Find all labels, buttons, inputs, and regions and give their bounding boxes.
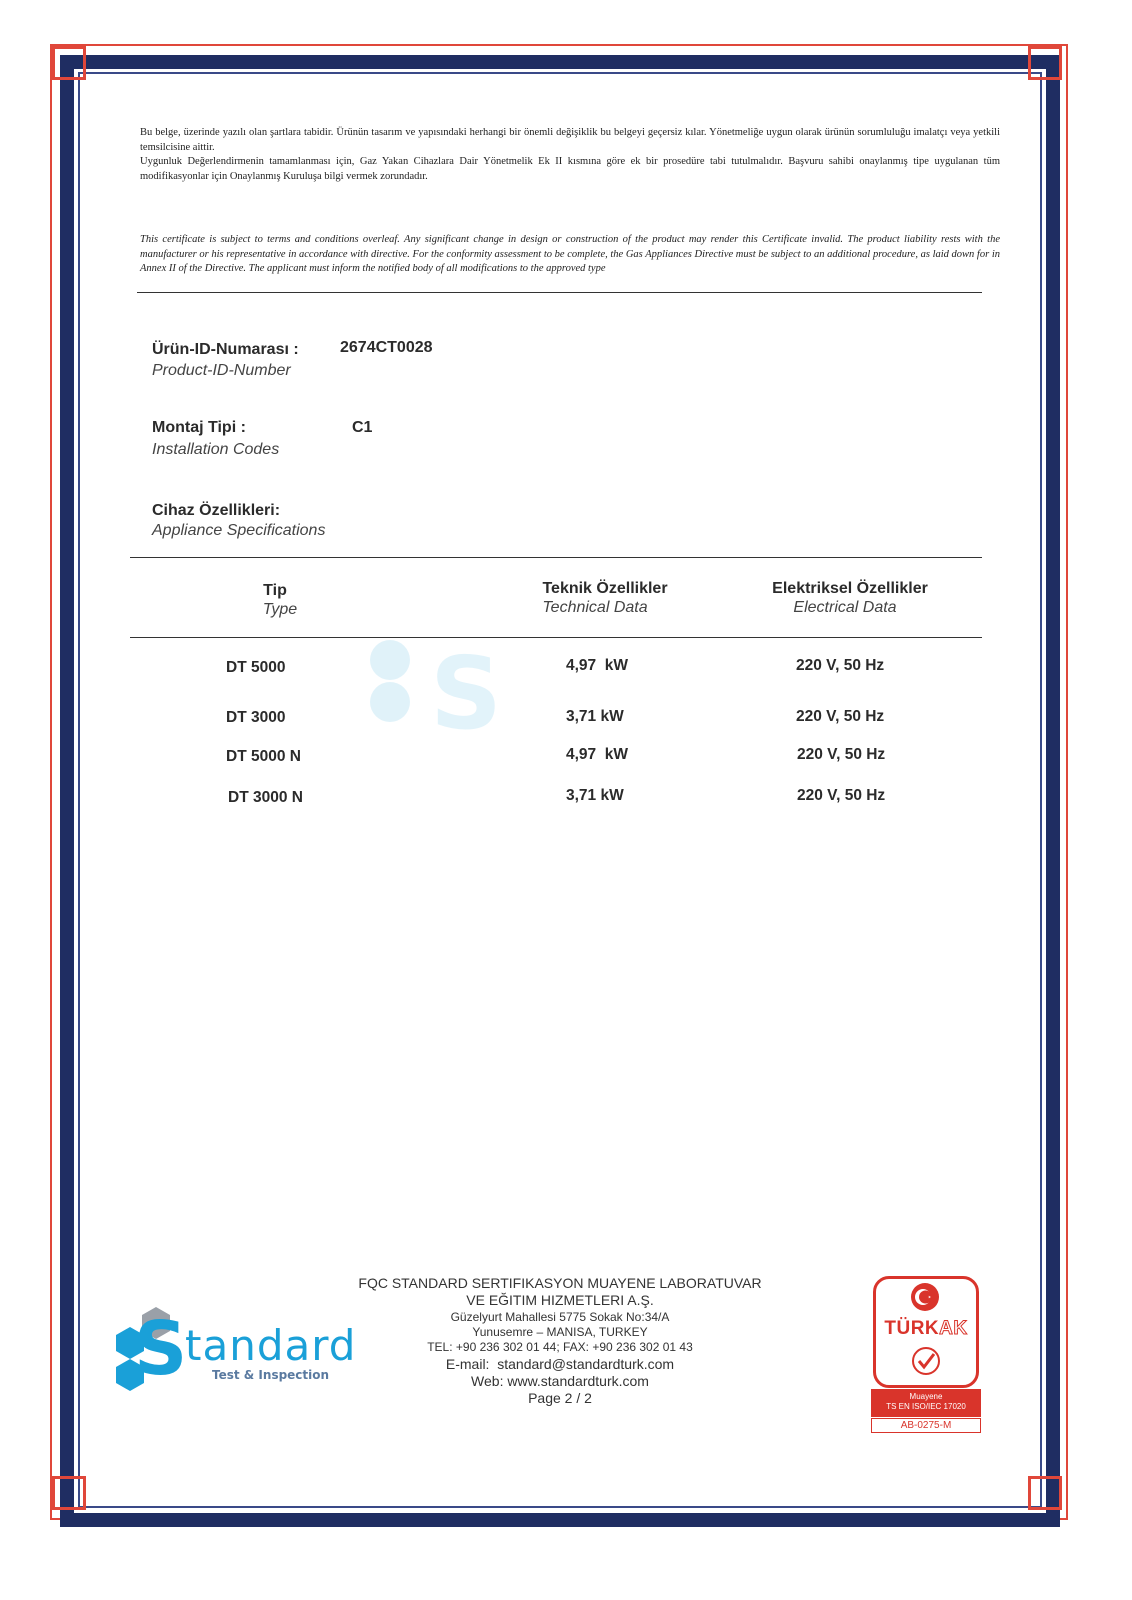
row-1-type: DT 5000 bbox=[226, 659, 286, 676]
appliance-label: Cihaz Özellikleri: bbox=[152, 502, 281, 519]
corner-ornament-br bbox=[1028, 1476, 1062, 1510]
row-2-type: DT 3000 bbox=[226, 709, 286, 726]
row-3-type: DT 5000 N bbox=[226, 748, 301, 765]
turkak-line-1: Muayene bbox=[909, 1392, 943, 1401]
turkak-crescent-icon bbox=[910, 1282, 940, 1312]
turkak-accreditation-box bbox=[871, 1389, 981, 1417]
corner-ornament-tl bbox=[52, 46, 86, 80]
turkak-name-2: AK bbox=[939, 1318, 968, 1339]
product-id-label: Ürün-ID-Numarası : bbox=[152, 341, 299, 358]
notice-divider bbox=[137, 292, 982, 293]
col-header-type-en: Type bbox=[262, 601, 298, 618]
turkak-name bbox=[876, 1318, 976, 1340]
footer-address-1: Güzelyurt Mahallesi 5775 Sokak No:34/A bbox=[450, 1310, 670, 1324]
notice-english: This certificate is subject to terms and conditions overleaf. Any significant change in design or construction of the product may render this Certificate invalid. The product liability rests with the manufacturer or his representative in accordance with directive. For the conformity assessment to be complete, the Gas Appliances Directive must be subject to an additional procedure, as laid down for in Annex II of the Directive. The applicant must inform the notified body of all modifications to the approved type bbox=[140, 234, 1000, 274]
product-id-value: 2674CT0028 bbox=[340, 339, 433, 356]
row-2-technical: 3,71 kW bbox=[566, 708, 624, 725]
installation-value: C1 bbox=[352, 419, 373, 436]
row-2-electrical: 220 V, 50 Hz bbox=[796, 708, 885, 725]
product-id-label-en: Product-ID-Number bbox=[152, 362, 291, 379]
svg-text:S: S bbox=[430, 635, 503, 740]
row-1-technical: 4,97 kW bbox=[566, 657, 629, 674]
notice-turkish-1: Bu belge, üzerinde yazılı olan şartlara tabidir. Ürünün tasarım ve yapısındaki herhangi bir önemli değişiklik bu belgeyi geçersiz kılar. Yönetmeliğe uygun olarak ürünün sorumluluğu imalatçı veya yetkili temsilcisine aittir. bbox=[140, 127, 1000, 153]
notice-turkish-2: Uygunluk Değerlendirmenin tamamlanması için, Gaz Yakan Cihazlara Dair Yönetmelik Ek II kısmına göre ek bir prosedüre tabi tutulmalıdır. Başvuru sahibi onaylanmış tipe uygulanan tüm modifikasyonlar için Onaylanmış Kuruluşa bilgi vermek zorundadır. bbox=[140, 156, 1000, 182]
standard-logo-word: tandard bbox=[185, 1321, 357, 1370]
row-3-electrical: 220 V, 50 Hz bbox=[797, 746, 886, 763]
row-4-technical: 3,71 kW bbox=[566, 787, 624, 804]
footer-web[interactable]: Web: www.standardturk.com bbox=[471, 1373, 649, 1389]
row-4-electrical: 220 V, 50 Hz bbox=[797, 787, 886, 804]
turkak-check-icon bbox=[910, 1345, 942, 1377]
corner-ornament-bl bbox=[52, 1476, 86, 1510]
footer-page-number: Page 2 / 2 bbox=[528, 1390, 592, 1406]
footer-company-1: FQC STANDARD SERTIFIKASYON MUAYENE LABORATUVAR bbox=[358, 1275, 762, 1291]
row-1-electrical: 220 V, 50 Hz bbox=[796, 657, 885, 674]
row-3-technical: 4,97 kW bbox=[566, 746, 629, 763]
col-header-technical: Teknik Özellikler bbox=[542, 580, 668, 597]
footer-phone: TEL: +90 236 302 01 44; FAX: +90 236 302 01 43 bbox=[427, 1340, 693, 1354]
col-header-electrical-en: Electrical Data bbox=[793, 599, 897, 616]
standard-logo-tagline: Test & Inspection bbox=[212, 1368, 330, 1382]
table-top-rule bbox=[130, 557, 982, 558]
turkak-name-1: TÜRK bbox=[884, 1318, 940, 1339]
standard-watermark bbox=[360, 630, 760, 740]
installation-label: Montaj Tipi : bbox=[152, 419, 246, 436]
turkak-line-2: TS EN ISO/IEC 17020 bbox=[886, 1402, 966, 1411]
corner-ornament-tr bbox=[1028, 46, 1062, 80]
turkak-code: AB-0275-M bbox=[871, 1418, 981, 1433]
col-header-technical-en: Technical Data bbox=[542, 599, 648, 616]
appliance-label-en: Appliance Specifications bbox=[152, 522, 326, 539]
footer-company-2: VE EĞITIM HIZMETLERI A.Ş. bbox=[466, 1292, 654, 1308]
installation-label-en: Installation Codes bbox=[152, 441, 280, 458]
standard-logo-initial: S bbox=[134, 1306, 188, 1392]
row-4-type: DT 3000 N bbox=[228, 789, 303, 806]
col-header-electrical: Elektriksel Özellikler bbox=[772, 580, 928, 597]
footer-address-2: Yunusemre – MANISA, TURKEY bbox=[472, 1325, 648, 1339]
footer-email[interactable]: E-mail: standard@standardturk.com bbox=[445, 1356, 675, 1372]
col-header-type: Tip bbox=[263, 582, 287, 599]
